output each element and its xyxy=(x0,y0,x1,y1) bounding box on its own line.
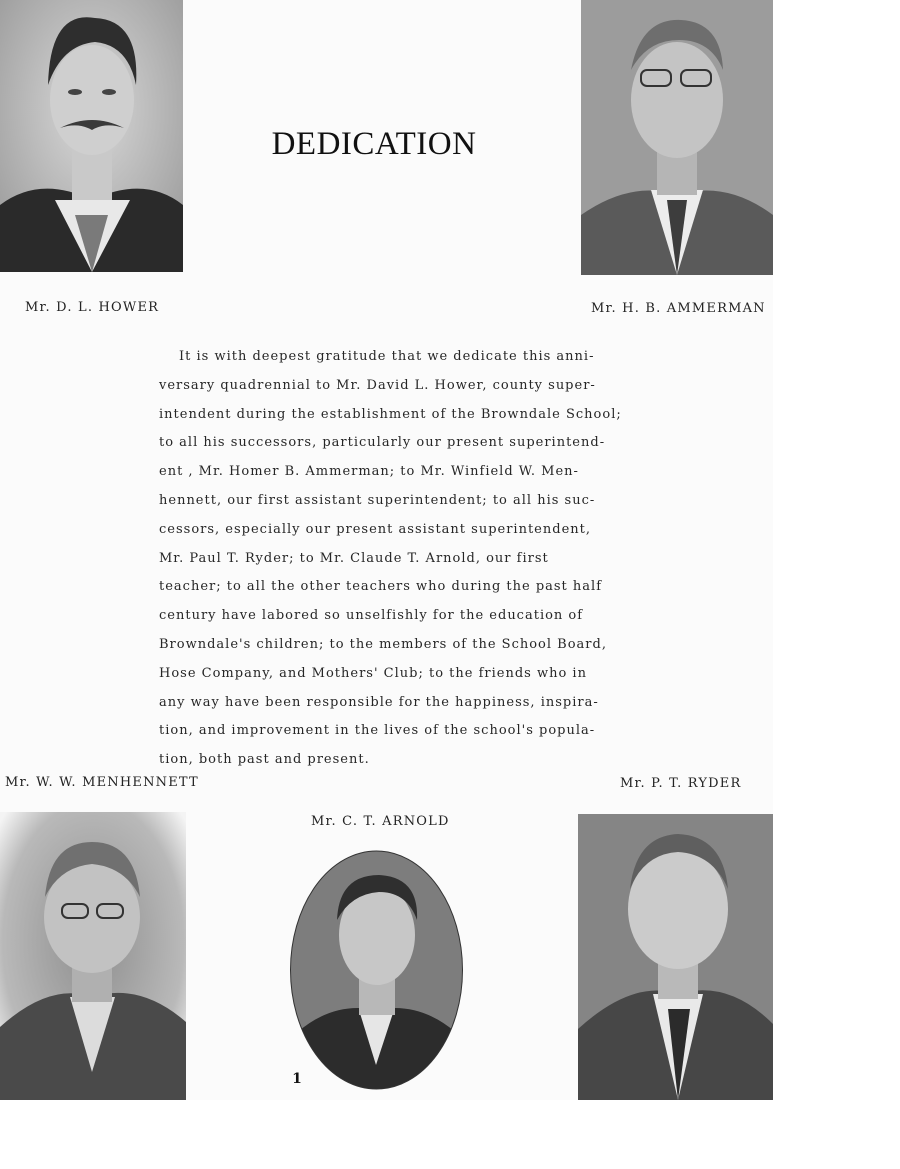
dedication-line: ent , Mr. Homer B. Ammerman; to Mr. Winfield W. Men- xyxy=(159,464,579,480)
portrait-menhennett-caption: Mr. W. W. MENHENNETT xyxy=(5,775,199,790)
portrait-hower-photo xyxy=(0,0,183,272)
dedication-line: Hose Company, and Mothers' Club; to the friends who in xyxy=(159,665,587,681)
dedication-text xyxy=(159,343,622,775)
dedication-line: century have labored so unselfishly for the education of xyxy=(159,608,584,624)
page-title: DEDICATION xyxy=(271,126,477,162)
portrait-hower-caption: Mr. D. L. HOWER xyxy=(25,300,160,315)
dedication-line: It is with deepest gratitude that we dedicate this anni- xyxy=(179,349,595,364)
dedication-line: Browndale's children; to the members of the School Board, xyxy=(159,636,607,652)
dedication-line: any way have been responsible for the happiness, inspira- xyxy=(159,694,599,710)
portrait-ammerman-caption: Mr. H. B. AMMERMAN xyxy=(591,301,766,316)
dedication-line: versary quadrennial to Mr. David L. Hower, county super- xyxy=(159,377,596,393)
dedication-line: cessors, especially our present assistant superintendent, xyxy=(159,521,591,537)
dedication-line: tion, and improvement in the lives of the school's popula- xyxy=(159,723,596,739)
portrait-ryder-photo xyxy=(578,814,773,1100)
dedication-line: tion, both past and present. xyxy=(159,752,370,768)
portrait-ryder-caption: Mr. P. T. RYDER xyxy=(620,776,742,791)
dedication-line: intendent during the establishment of the Browndale School; xyxy=(159,406,622,422)
dedication-line: Mr. Paul T. Ryder; to Mr. Claude T. Arnold, our first xyxy=(159,550,549,566)
portrait-arnold-photo xyxy=(289,850,464,1090)
portrait-arnold-caption: Mr. C. T. ARNOLD xyxy=(311,814,450,829)
dedication-line: hennett, our first assistant superintendent; to all his suc- xyxy=(159,492,596,508)
portrait-ammerman-photo xyxy=(581,0,773,275)
page-number: 1 xyxy=(292,1071,302,1087)
portrait-menhennett-photo xyxy=(0,812,186,1100)
dedication-line: to all his successors, particularly our present superintend- xyxy=(159,435,606,451)
dedication-line: teacher; to all the other teachers who during the past half xyxy=(159,579,603,595)
